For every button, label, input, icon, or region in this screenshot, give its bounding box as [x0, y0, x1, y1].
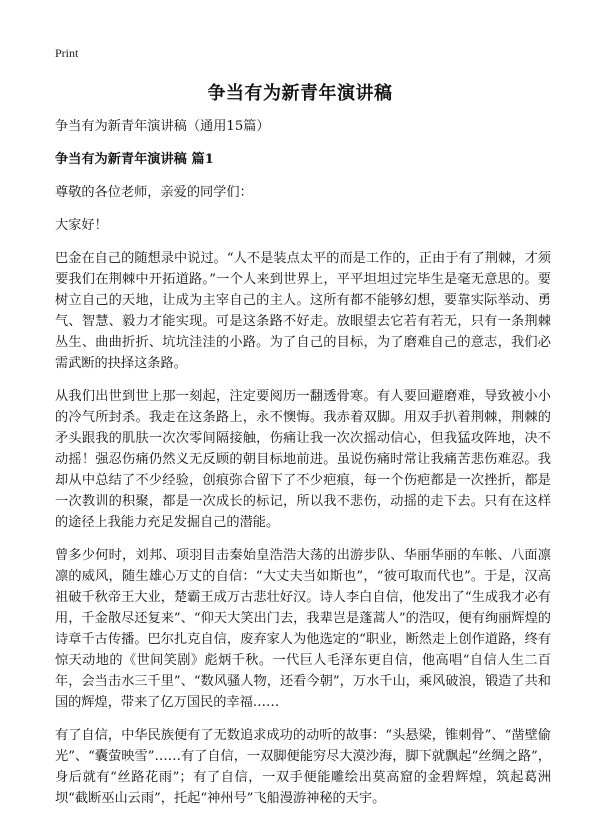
paragraph-4: 有了自信，中华民族便有了无数追求成功的动听的故事：“头悬梁，锥刺骨”、“凿壁偷光”、“囊萤映雪”……有了自信，一双脚便能穷尽大漠沙海，脚下就飘起“丝绸之路”，身后就有“丝路花雨”；有了自信，一双手便能雕绘出莫高窟的金碧辉煌，筑起葛洲坝“截断巫山云雨”，托起“神州号”飞船漫游神秘的天宇。 [55, 728, 551, 806]
hello-line: 大家好！ [55, 218, 108, 233]
paragraph-1: 巴金在自己的随想录中说过。“人不是装点太平的而是工作的，正由于有了荆棘，才须要我们在荆棘中开拓道路。”一个人来到世界上，平平坦坦过完毕生是毫无意思的。要树立自己的天地，让成为主宰自己的主人。这所有都不能够幻想，要靠实际举动、勇气、智慧、毅力才能实现。可是这条路不好走。放眼望去它若有若无，只有一条荆棘丛生、曲曲折折、坑坑洼洼的小路。为了自己的目标，为了磨难自己的意志，我们必需武断的抉择这条路。 [55, 251, 551, 371]
paragraph-2: 从我们出世到世上那一刻起，注定要阅历一翻透骨寒。有人要回避磨难，导致被小小的冷气所封杀。我走在这条路上，永不懊悔。我赤着双脚。用双手扒着荆棘，荆棘的矛头跟我的肌肤一次次零间隔接触，伤痛让我一次次摇动信心，但我猛攻阵地，决不动摇！强忍伤痛仍然义无反顾的朝目标地前进。虽说伤痛时常让我痛苦悲伤难忍。我却从中总结了不少经验，创痕弥合留下了不少疤痕，每一个伤疤都是一次挫折，都是一次教训的积聚，都是一次成长的标记，所以我不悲伤，动摇的走下去。只有在这样的途径上我能力充足发掘自己的潜能。 [55, 389, 551, 530]
print-link[interactable]: Print [55, 46, 79, 60]
greeting: 尊敬的各位老师，亲爱的同学们： [55, 185, 253, 200]
article-body [55, 116, 551, 821]
section-heading: 争当有为新青年演讲稿 篇1 [55, 152, 214, 167]
page-title: 争当有为新青年演讲稿 [207, 83, 393, 104]
document-subtitle: 争当有为新青年演讲稿（通用15篇） [55, 119, 270, 134]
paragraph-3: 曾多少何时，刘邦、项羽目击秦始皇浩浩大荡的出游步队、华丽华丽的车帐、八面凛凛的威风，随生雄心万丈的自信：“大丈夫当如斯也”，“彼可取而代也”。于是，汉高祖破千秋帝王大业，楚霸王成万古悲壮好汉。诗人李白自信，他发出了“生成我才必有用，千金散尽还复来”、“仰天大笑出门去，我辈岂是蓬蒿人”的浩叹，便有绚丽辉煌的诗章千古传播。巴尔扎克自信，废弃家人为他选定的“职业，断然走上创作道路，终有惊天动地的《世间笑剧》彪炳千秋。一代巨人毛泽东更自信，他高唱“自信人生二百年，会当击水三千里”、“数风骚人物，还看今朝”，万水千山，乘风破浪，锻造了共和国的辉煌，带来了亿万国民的幸福…… [55, 548, 551, 710]
